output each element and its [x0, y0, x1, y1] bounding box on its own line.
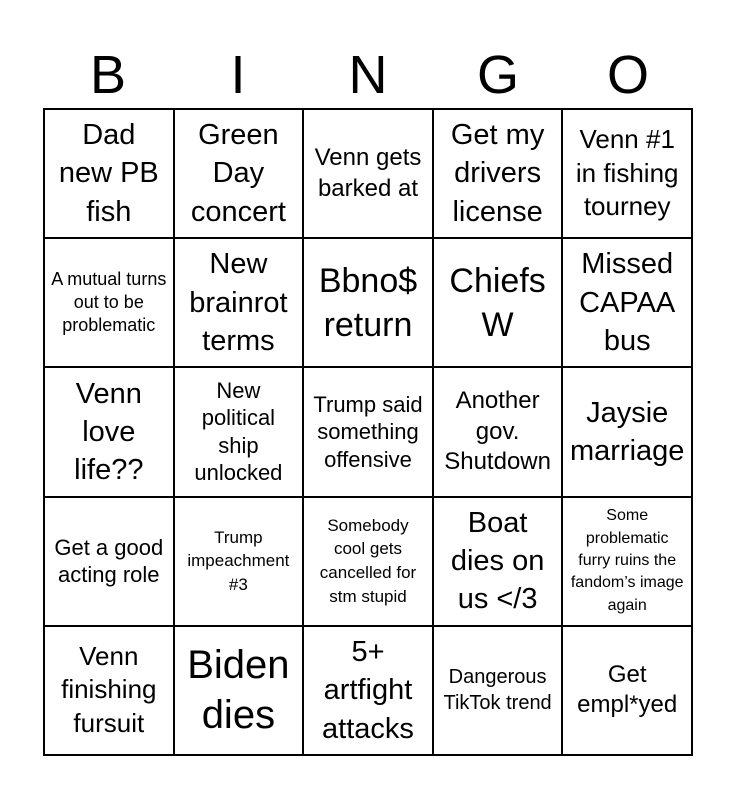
bingo-cell[interactable]: [304, 368, 434, 497]
bingo-cell[interactable]: [45, 627, 175, 756]
header-letter-g: G: [476, 45, 519, 105]
bingo-grid: [43, 108, 693, 756]
cell-text: A mutual turns out to be problematic: [51, 268, 167, 336]
cell-text: Venn gets barked at: [314, 144, 422, 202]
bingo-cell[interactable]: [304, 110, 434, 239]
cell-text: Boat dies on us </3: [450, 506, 545, 616]
bingo-cell[interactable]: [175, 368, 305, 497]
cell-text: Get empl*yed: [577, 660, 678, 719]
cell-text: Bbno$ return: [318, 261, 418, 344]
bingo-cell[interactable]: [304, 627, 434, 756]
bingo-cell[interactable]: [304, 498, 434, 627]
bingo-cell[interactable]: [434, 368, 564, 497]
bingo-cell[interactable]: [434, 627, 564, 756]
bingo-cell[interactable]: [175, 498, 305, 627]
bingo-cell[interactable]: [563, 110, 693, 239]
cell-text: Biden dies: [187, 643, 290, 738]
cell-text: 5+ artfight attacks: [322, 635, 414, 745]
cell-text: Some problematic furry ruins the fandom’s image again: [570, 507, 684, 614]
cell-text: Green Day concert: [190, 119, 286, 228]
bingo-cell[interactable]: [304, 239, 434, 368]
cell-text: Get my drivers license: [450, 119, 545, 228]
bingo-cell[interactable]: [45, 368, 175, 497]
header-letter-n: N: [348, 45, 388, 105]
cell-text: Chiefs W: [449, 261, 546, 344]
bingo-cell[interactable]: [175, 627, 305, 756]
cell-text: Venn #1 in fishing tourney: [575, 123, 679, 222]
bingo-cell[interactable]: [434, 110, 564, 239]
cell-text: Dangerous TikTok trend: [443, 666, 552, 715]
bingo-cell[interactable]: [175, 239, 305, 368]
cell-text: Dad new PB fish: [58, 119, 159, 228]
cell-text: Somebody cool gets cancelled for stm stupid: [319, 515, 417, 606]
bingo-cell[interactable]: [434, 498, 564, 627]
cell-text: Get a good acting role: [54, 534, 164, 588]
cell-text: Another gov. Shutdown: [444, 387, 551, 476]
bingo-cell[interactable]: [563, 368, 693, 497]
cell-text: Venn finishing fursuit: [61, 640, 157, 739]
bingo-cell[interactable]: [45, 110, 175, 239]
bingo-header: [43, 42, 693, 108]
bingo-cell[interactable]: [563, 627, 693, 756]
bingo-cell[interactable]: [45, 239, 175, 368]
bingo-cell[interactable]: [434, 239, 564, 368]
cell-text: Trump said something offensive: [313, 391, 423, 472]
cell-text: Venn love life??: [74, 377, 144, 487]
bingo-cell[interactable]: [563, 239, 693, 368]
cell-text: New brainrot terms: [189, 248, 288, 357]
bingo-cell[interactable]: [563, 498, 693, 627]
bingo-cell[interactable]: [175, 110, 305, 239]
cell-text: Jaysie marriage: [569, 396, 685, 467]
cell-text: Missed CAPAA bus: [579, 248, 676, 357]
header-letter-b: B: [89, 45, 127, 105]
header-letter-o: O: [606, 45, 649, 105]
cell-text: Trump impeachment #3: [187, 527, 290, 595]
cell-text: New political ship unlocked: [194, 377, 283, 486]
header-letter-i: I: [230, 45, 246, 105]
bingo-cell[interactable]: [45, 498, 175, 627]
